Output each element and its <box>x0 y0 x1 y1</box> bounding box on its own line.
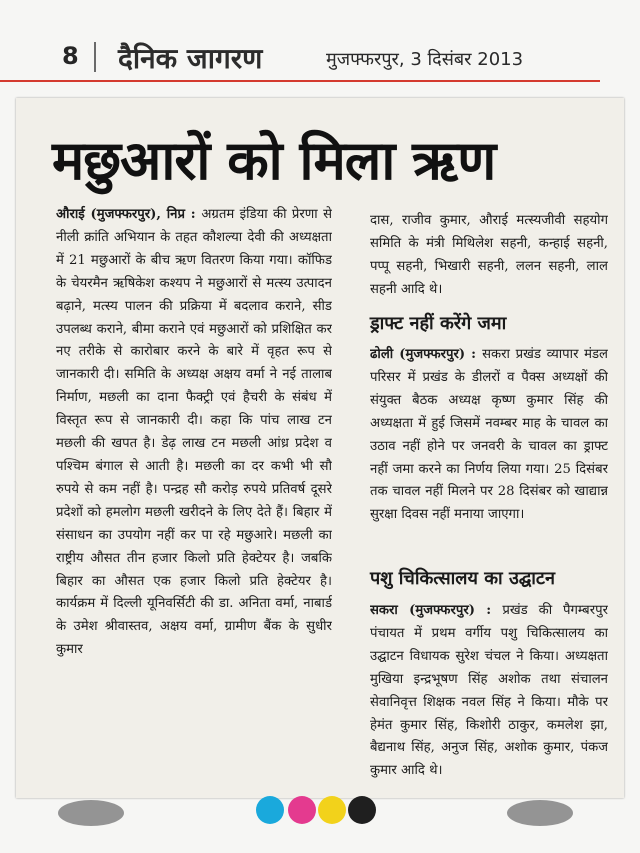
article1-left-column <box>56 204 332 784</box>
edition-dateline: मुजफ्फरपुर, 3 दिसंबर 2013 <box>326 49 524 70</box>
article3-headline: पशु चिकित्सालय का उद्घाटन <box>370 568 555 589</box>
article1-dateline: औराई (मुजफ्फरपुर), निप्र : <box>56 207 202 222</box>
registration-mark-left <box>58 800 124 826</box>
article3-body: प्रखंड की पैगम्बरपुर पंचायत में प्रथम वर्गीय पशु चिकित्सालय का उद्घाटन विधायक सुरेश चंचल ने किया। अध्यक्षता मुखिया इन्द्रभूषण सिंह अशोक तथा संचालन सेवानिवृत्त शिक्षक नवल सिंह ने किया। मौके पर हेमंत कुमार सिंह, किशोरी ठाकुर, कमलेश झा, बैद्यनाथ सिंह, अनुज सिंह, अशोक कुमार, पंकज कुमार आदि थे। <box>370 603 608 779</box>
registration-mark-right <box>507 800 573 826</box>
article3-dateline: सकरा (मुजफ्फरपुर) : <box>370 603 503 618</box>
article1-right-column <box>370 210 608 300</box>
article2-headline: ड्राफ्ट नहीं करेंगे जमा <box>370 313 507 334</box>
newspaper-header <box>0 34 600 82</box>
newspaper-name: दैनिक जागरण <box>118 42 263 75</box>
header-divider <box>94 42 96 72</box>
article1-body-right: दास, राजीव कुमार, औराई मत्स्यजीवी सहयोग समिति के मंत्री मिथिलेश सहनी, कन्हाई सहनी, पप्पू सहनी, भिखारी सहनी, ललन सहनी, लाल सहनी आदि थे। <box>370 213 608 297</box>
cyan-color-dot <box>256 796 284 824</box>
article2-body-column <box>370 344 608 566</box>
article3-body-column <box>370 600 608 784</box>
article1-body-left: अग्रतम इंडिया की प्रेरणा से नीली क्रांति अभियान के तहत कौशल्या देवी की अध्यक्षता में 21 मछुआरों के बीच ऋण वितरण किया गया। कॉफिड के चेयरमैन ऋषिकेश कश्यप ने मछुआरों से मत्स्य उत्पादन बढ़ाने, मत्स्य पालन की प्रक्रिया में बदलाव कराने, सीड उपलब्ध कराने, बीमा कराने एवं मछुआरों को प्रशिक्षित कर नए तरीके से कारोबार करने के बारे में वृहत रूप से जानकारी दी। समिति के अध्यक्ष अक्षय वर्मा ने नई तालाब निर्माण, मछली का दाना फैक्ट्री एवं हैचरी के संबंध में विस्तृत रूप से जानकारी दी। कहा कि पांच लाख टन मछली की खपत है। डेढ़ लाख टन मछली आंध्र प्रदेश व पश्चिम बंगाल से आती है। मछली का दर कभी भी सौ रुपये से कम नहीं है। पन्द्रह सौ करोड़ रुपये प्रतिवर्ष दूसरे प्रदेशों को हमलोग मछली खरीदने के लिए देते हैं। बिहार में संसाधन का उपयोग नहीं कर पा रहे मछुआरे। मछली का राष्ट्रीय औसत तीन हजार किलो प्रति हेक्टेयर है। जबकि बिहार का औसत एक हजार किलो प्रति हेक्टेयर है। कार्यक्रम में दिल्ली यूनिवर्सिटी की डा. अनिता वर्मा, नाबार्ड के उमेश श्रीवास्तव, अक्षय वर्मा, ग्रामीण बैंक के सुधीर कुमार <box>56 207 332 658</box>
article2-body: सकरा प्रखंड व्यापार मंडल परिसर में प्रखंड के डीलरों व पैक्स अध्यक्षों की संयुक्त बैठक अध्यक्ष कृष्ण कुमार सिंह की अध्यक्षता में हुई जिसमें नवम्बर माह के चावल का उठाव नहीं होने पर जनवरी के चावल का ड्राफ्ट नहीं जमा करने का निर्णय लिया गया। 25 दिसंबर तक चावल नहीं मिलने पर 28 दिसंबर को खाद्यान्न सुरक्षा दिवस नहीं मनाया जाएगा। <box>370 347 608 523</box>
black-color-dot <box>348 796 376 824</box>
article2-dateline: ढोली (मुजफ्फरपुर) : <box>370 347 483 362</box>
magenta-color-dot <box>288 796 316 824</box>
main-headline: मछुआरों को मिला ऋण <box>52 129 496 192</box>
yellow-color-dot <box>318 796 346 824</box>
page-number: 8 <box>62 42 79 70</box>
